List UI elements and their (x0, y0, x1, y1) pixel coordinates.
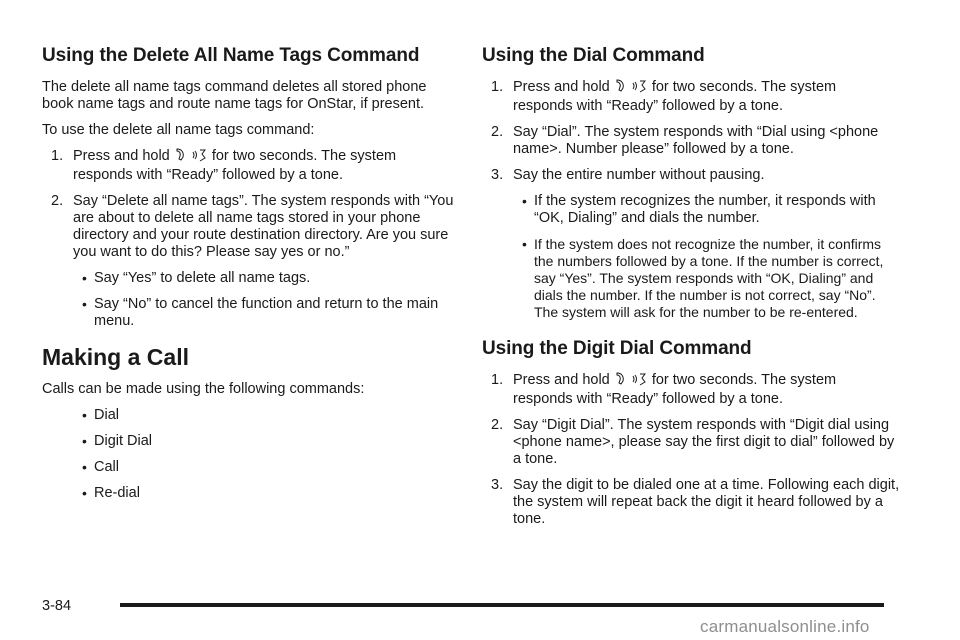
page-number: 3-84 (42, 598, 72, 614)
left-column (42, 44, 454, 511)
phone-button-icon (615, 79, 625, 98)
voice-mic-icon (191, 148, 207, 167)
right-column (482, 44, 902, 537)
step-number: 2. (491, 124, 504, 140)
call-intro: Calls can be made using the following commands: (42, 381, 365, 397)
step-number: 3. (491, 477, 504, 493)
bullet-dot: • (82, 485, 87, 501)
delete-heading: Using the Delete All Name Tags Command (42, 45, 420, 66)
bullet-dot: • (82, 433, 87, 449)
step-text: Say “Dial”. The system responds with “Dial using <phone name>. Number please” followed by a tone. (513, 124, 879, 157)
delete-step-1 (42, 148, 454, 184)
command-text: Digit Dial (94, 433, 153, 449)
dial-bullet-recognized (482, 193, 902, 227)
bullet-no (42, 296, 454, 330)
step-text-line2: responds with “Ready” followed by a tone. (513, 391, 784, 407)
step-number: 1. (491, 79, 504, 95)
digit-step-3 (482, 477, 902, 528)
voice-mic-icon (631, 372, 647, 391)
bullet-text: Say “No” to cancel the function and return to the main menu. (94, 296, 439, 329)
dial-bullet-not-recognized (482, 236, 902, 321)
command-item (42, 459, 454, 476)
command-item (42, 407, 454, 424)
bullet-dot: • (82, 407, 87, 423)
command-text: Re-dial (94, 485, 140, 501)
step-number: 1. (51, 148, 64, 164)
step-text-cont: for two seconds. The system (651, 372, 837, 388)
step-number: 2. (491, 417, 504, 433)
step-text: Say the entire number without pausing. (513, 167, 765, 183)
step-number: 3. (491, 167, 504, 183)
dial-heading: Using the Dial Command (482, 45, 705, 66)
delete-step-2 (42, 193, 454, 261)
step-text: Press and hold (513, 79, 610, 95)
step-text-line2: responds with “Ready” followed by a tone. (73, 167, 344, 183)
bullet-dot: • (82, 270, 87, 286)
step-number: 1. (491, 372, 504, 388)
step-text: Say “Digit Dial”. The system responds with “Digit dial using <phone name>, please say the first digit to dial” followed by a tone. (513, 417, 895, 467)
bullet-dot: • (82, 459, 87, 475)
step-text: Press and hold (73, 148, 170, 164)
voice-mic-icon (631, 79, 647, 98)
watermark: carmanualsonline.info (700, 617, 870, 636)
dial-step-2 (482, 124, 902, 158)
phone-button-icon (615, 372, 625, 391)
step-text: Press and hold (513, 372, 610, 388)
command-text: Dial (94, 407, 119, 423)
command-item (42, 485, 454, 502)
bullet-yes (42, 270, 454, 287)
digit-step-2 (482, 417, 902, 468)
bullet-text: If the system does not recognize the number, it confirms the numbers followed by a tone. If the number is correct, say “Yes”. The system responds with “OK, Dialing” and dials the number. If the number is not correct, say “No”. The system will ask for the number to be re-entered. (534, 236, 884, 320)
bullet-dot: • (522, 193, 527, 209)
step-number: 2. (51, 193, 64, 209)
digit-step-1 (482, 372, 902, 408)
command-text: Call (94, 459, 119, 475)
delete-use: To use the delete all name tags command: (42, 122, 315, 138)
step-text-line2: responds with “Ready” followed by a tone. (513, 98, 784, 114)
bullet-text: If the system recognizes the number, it responds with “OK, Dialing” and dials the number. (534, 193, 876, 226)
delete-intro: The delete all name tags command deletes all stored phone book name tags and route name tags for OnStar, if present. (42, 79, 427, 112)
step-text-cont: for two seconds. The system (211, 148, 397, 164)
bullet-text: Say “Yes” to delete all name tags. (94, 270, 311, 286)
bullet-dot: • (522, 236, 527, 252)
call-heading: Making a Call (42, 344, 189, 370)
step-text: Say “Delete all name tags”. The system responds with “You are about to delete all name tags stored in your phone directory and your route destination directory. Are you sure you want to do this? Please say yes or no.” (73, 193, 454, 260)
phone-button-icon (175, 148, 185, 167)
dial-step-3 (482, 167, 902, 184)
digit-heading: Using the Digit Dial Command (482, 338, 752, 359)
dial-step-1 (482, 79, 902, 115)
command-item (42, 433, 454, 450)
step-text: Say the digit to be dialed one at a time. Following each digit, the system will repeat back the digit it heard followed by a tone. (513, 477, 900, 527)
footer-rule (120, 603, 884, 607)
step-text-cont: for two seconds. The system (651, 79, 837, 95)
bullet-dot: • (82, 296, 87, 312)
